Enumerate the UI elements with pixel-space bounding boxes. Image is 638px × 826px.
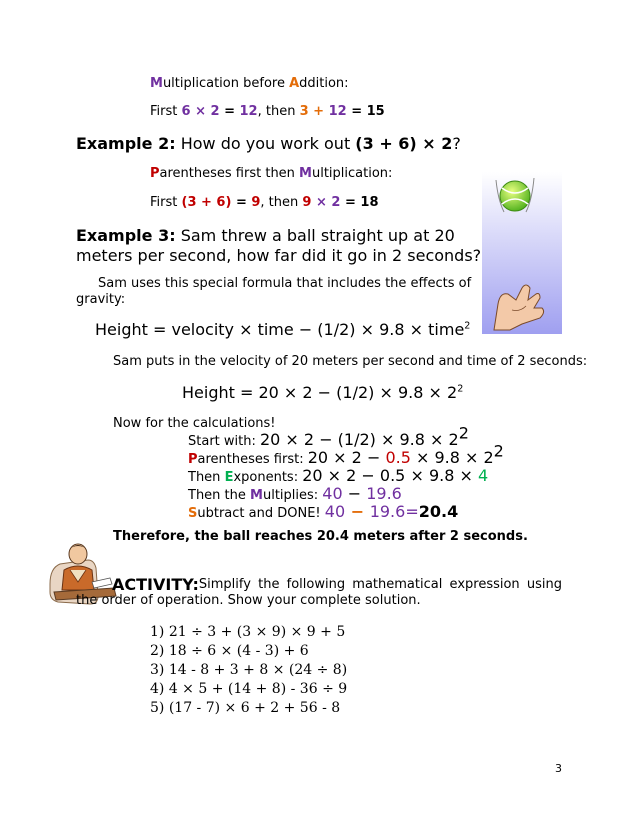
activity-item-1: 1) 21 ÷ 3 + (3 × 9) × 9 + 5 [150, 624, 346, 640]
page-number: 3 [555, 762, 562, 775]
example-3-heading-line2: meters per second, how far did it go in 2 seconds? [76, 246, 482, 265]
tennis-ball-hand-icon [482, 172, 562, 334]
activity-item-3: 3) 14 - 8 + 3 + 8 × (24 ÷ 8) [150, 662, 348, 678]
step-subtract: Subtract and DONE! 40 − 19.6=20.4 [188, 502, 459, 521]
formula-general: Height = velocity × time − (1/2) × 9.8 × time$^2$ [95, 320, 471, 339]
example-3-intro-line1: Sam uses this special formula that includes the effects of [98, 276, 472, 291]
step-start: Start with: $20 \times 2 - (1/2) \times 9.8 \times 2^2$ [188, 423, 469, 449]
example-3-puts-values: Sam puts in the velocity of 20 meters per second and time of 2 seconds: [113, 354, 588, 369]
rule-mult-add-example: First 6 × 2 = 12, then 3 + 12 = 15 [150, 104, 385, 119]
activity-item-5: 5) (17 - 7) × 6 + 2 + 56 - 8 [150, 700, 341, 716]
activity-item-2: 2) 18 ÷ 6 × (4 - 3) + 6 [150, 643, 309, 659]
example-3-intro-line2: gravity: [76, 292, 126, 307]
letter-m: M [150, 76, 163, 91]
example-2-solution: First (3 + 6) = 9, then 9 × 2 = 18 [150, 195, 379, 210]
example-3-heading-line1: Example 3: Sam threw a ball straight up at 20 [76, 226, 455, 245]
activity-heading-line1: ACTIVITY: Simplify the following mathematical expression using [112, 575, 562, 594]
calculations-intro: Now for the calculations! [113, 416, 276, 431]
formula-substituted: Height = $20 \times 2 - (1/2) \times 9.8 \times 2^2$ [182, 383, 464, 402]
activity-heading-line2: the order of operation. Show your complete solution. [76, 593, 421, 608]
letter-a: A [289, 76, 300, 91]
step-multiplies: Then the Multiplies: 40 − 19.6 [188, 484, 402, 503]
rule-mult-add-heading: Multiplication before Addition: [150, 76, 349, 91]
step-exponents: Then Exponents: 20 × 2 − 0.5 × 9.8 × 4 [188, 466, 489, 485]
activity-item-4: 4) 4 × 5 + (14 + 8) - 36 ÷ 9 [150, 681, 348, 697]
example-2-rule: Parentheses first then Multiplication: [150, 166, 393, 181]
example-3-conclusion: Therefore, the ball reaches 20.4 meters after 2 seconds. [113, 529, 528, 544]
example-2-heading: Example 2: How do you work out (3 + 6) × 2? [76, 134, 461, 153]
step-parentheses: Parentheses first: $20 \times 2 - 0.5 \times 9.8 \times 2^2$ [188, 441, 504, 467]
ball-throw-illustration [482, 172, 562, 334]
